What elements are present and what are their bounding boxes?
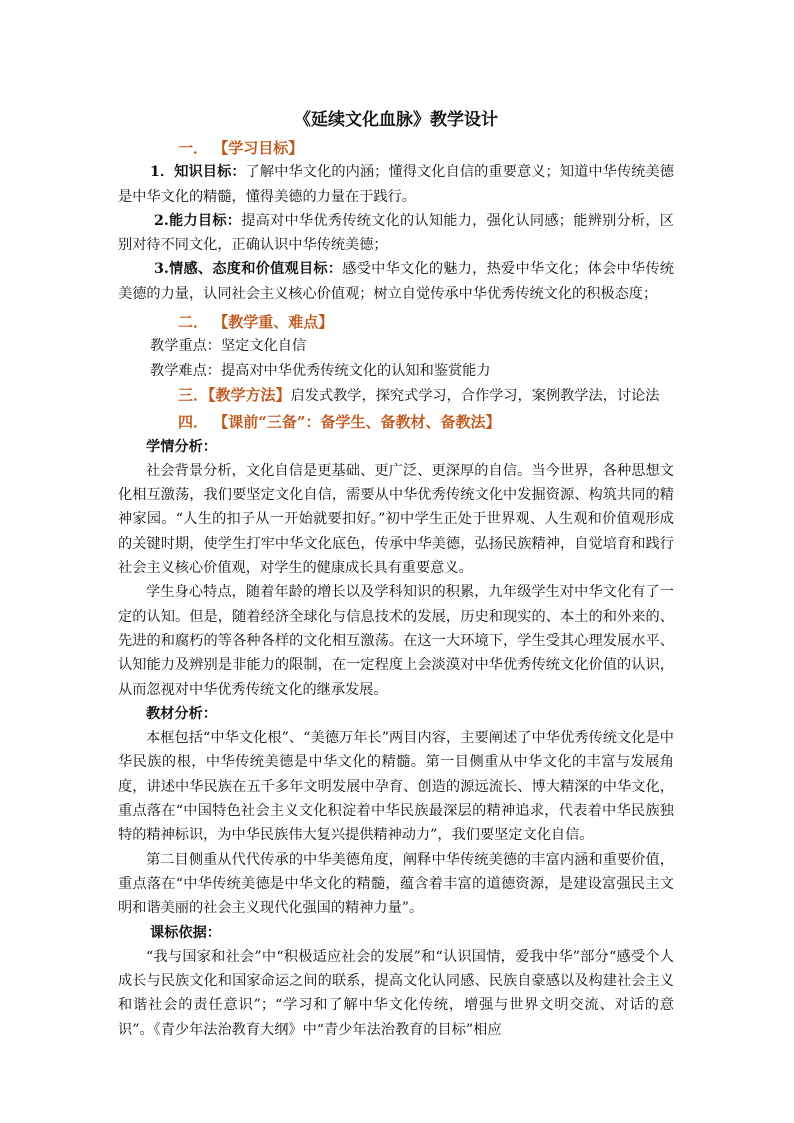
knowledge-goal-text: 了解中华文化的内涵；懂得文化自信的重要意义；知道中华传统美德是中华文化的精髓，懂得美德的力量在于践行。 xyxy=(118,164,674,205)
emotion-goal xyxy=(118,257,674,306)
knowledge-goal xyxy=(118,160,674,209)
section-2-heading xyxy=(118,310,674,334)
curriculum-standard-heading: 课标依据： xyxy=(150,924,221,941)
section-1-heading xyxy=(118,136,674,160)
student-analysis-p2: 学生身心特点，随着年龄的增长以及学科知识的积累，九年级学生对中华文化有了一定的认知。但是，随着经济全球化与信息技术的发展，历史和现实的、本土的和外来的、先进的和腐朽的等各种各样的文化相互激荡。在这一大环境下，学生受其心理发展水平、认知能力及辨别是非能力的限制，在一定程度上会淡漠对中华优秀传统文化价值的认识，从而忽视对中华优秀传统文化的继承发展。 xyxy=(118,584,674,698)
section-1-label: 【学习目标】 xyxy=(213,139,304,157)
difficulty-point: 教学难点：提高对中华优秀传统文化的认知和鉴赏能力 xyxy=(150,362,491,379)
teaching-methods-text: 启发式教学，探究式学习，合作学习，案例教学法，讨论法 xyxy=(290,387,660,404)
emotion-goal-text: 感受中华文化的魅力，热爱中华文化；体会中华传统美德的力量，认同社会主义核心价值观；树立自觉传承中华优秀传统文化的积极态度； xyxy=(118,261,674,302)
section-2-label: 【教学重、难点】 xyxy=(213,313,334,332)
student-analysis-p1: 社会背景分析，文化自信是更基础、更广泛、更深厚的自信。当今世界，各种思想文化相互激荡，我们要坚定文化自信，需要从中华优秀传统文化中发掘资源、构筑共同的精神家园。“人生的扣子从一开始就要扣好。”初中学生正处于世界观、人生观和价值观形成的关键时期，使学生打牢中华文化底色，传承中华美德，弘扬民族精神，自觉培育和践行社会主义核心价值观，对学生的健康成长具有重要意义。 xyxy=(118,462,674,577)
emotion-goal-label: 3.情感、态度和价值观目标： xyxy=(154,261,343,278)
textbook-analysis-heading: 教材分析： xyxy=(146,705,217,722)
page-title: 《延续文化血脉》教学设计 xyxy=(294,110,498,130)
textbook-analysis-p2: 第二目侧重从代代传承的中华美德角度，阐释中华传统美德的丰富内涵和重要价值，重点落在“中华传统美德是中华文化的精髓，蕴含着丰富的道德资源，是建设富强民主文明和谐美丽的社会主义现代化强国的精神力量”。 xyxy=(118,851,674,917)
section-4-number: 四． xyxy=(178,413,209,432)
section-3-paragraph xyxy=(118,383,674,408)
section-2-number: 二． xyxy=(178,313,209,332)
ability-goal-text: 提高对中华优秀传统文化的认知能力，强化认同感；能辨别分析，区别对待不同文化，正确认识中华传统美德； xyxy=(118,212,674,254)
student-analysis-heading: 学情分析： xyxy=(146,438,217,455)
ability-goal xyxy=(118,209,674,258)
knowledge-goal-label: 1．知识目标： xyxy=(150,164,246,181)
curriculum-standard-p1: “我与国家和社会”中“积极适应社会的发展”和“认识国情，爱我中华”部分“感受个人成长与民族文化和国家命运之间的联系，提高文化认同感、民族自豪感以及构建社会主义和谐社会的责任意识”；“学习和了解中华文化传统，增强与世界文明交流、对话的意识”。《青少年法治教育大纲》中“青少年法治教育的目标”相应 xyxy=(118,948,674,1038)
section-1-number: 一． xyxy=(178,139,209,157)
section-4-heading xyxy=(118,410,674,434)
section-4-label: 【课前“三备”：备学生、备教材、备教法】 xyxy=(213,413,501,432)
document-page xyxy=(118,100,674,1042)
ability-goal-label: 2.能力目标： xyxy=(154,212,242,229)
section-3-number: 三． xyxy=(178,385,209,404)
section-3-label: 【教学方法】 xyxy=(208,385,291,404)
key-point: 教学重点：坚定文化自信 xyxy=(150,338,307,355)
textbook-analysis-p1: 本框包括“中华文化根”、“美德万年长”两目内容，主要阐述了中华优秀传统文化是中华民族的根，中华传统美德是中华文化的精髓。第一目侧重从中华文化的丰富与发展角度，讲述中华民族在五千多年文明发展中孕育、创造的源远流长、博大精深的中华文化，重点落在“中国特色社会主义文化积淀着中华民族最深层的精神追求，代表着中华民族独特的精神标识，为中华民族伟大复兴提供精神动力”，我们要坚定文化自信。 xyxy=(118,730,674,844)
